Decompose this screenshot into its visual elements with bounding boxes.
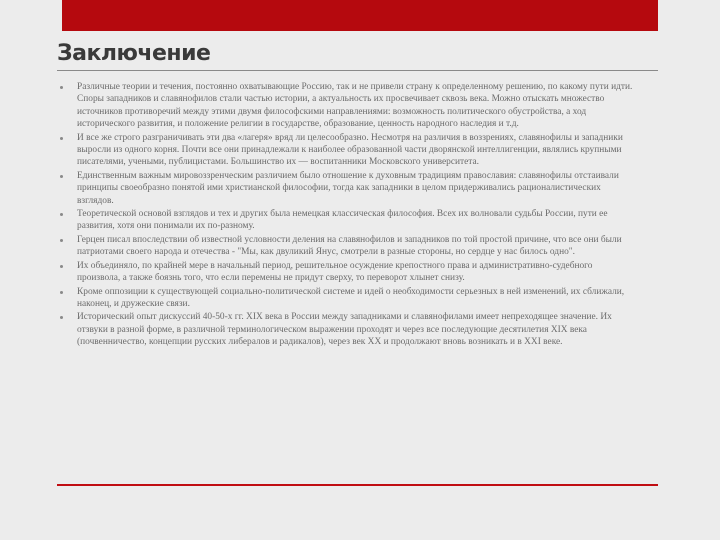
bullet-text: Их объединяло, по крайней мере в начальный период, решительное осуждение крепостного права и административно-судебного произвола, а также боязнь того, что если перемены не придут сверху, то переворот хлынет снизу. — [77, 260, 593, 284]
bullet-text: Теоретической основой взглядов и тех и других была немецкая классическая философия. Всех их волновали судьбы России, пути ее развития, хотя они понимали их по-разному. — [77, 209, 608, 232]
bullet-dot-icon — [60, 316, 63, 319]
bullet-item — [57, 81, 637, 131]
bullet-text: Исторический опыт дискуссий 40-50-х гг. XIX века в России между западниками и славянофилами имеет непреходящее значение. Их отзвуки в разной форме, в различной терминологическом выражении проходят и через все последующие десятилетия XIX века (почвенничество, концепции русских либералов и радикалов), через век XX и продолжают вновь возникать и в XXI веке. — [77, 312, 612, 348]
bullet-text: Единственным важным мировоззренческим различием было отношение к духовным традициям православия: славянофилы отстаивали принципы своеобразно понятой ими христианской философии, тогда как западники в целом придерживались рационалистических взглядов. — [77, 170, 619, 206]
bullet-list — [57, 81, 637, 350]
bullet-dot-icon — [60, 86, 63, 89]
bullet-item — [57, 170, 637, 207]
bullet-dot-icon — [60, 175, 63, 178]
bullet-item — [57, 286, 637, 311]
bullet-item — [57, 260, 637, 285]
bullet-text: Различные теории и течения, постоянно охватывающие Россию, так и не привели страну к определенному решению, по какому пути идти. Споры западников и славянофилов стали частью истории, а актуальность их просвечивает сквозь века. Можно отыскать множество источников противоречий между этими двумя философскими направлениями: возможность политического обустройства, а ход исторического развития, и положение религии в государстве, образование, ценность народного наследия и т.д. — [77, 82, 633, 130]
slide-title: Заключение — [57, 41, 211, 66]
bullet-text: Кроме оппозиции к существующей социально-политической системе и идей о необходимости серьезных в ней изменений, их сближали, наконец, и дружеские связи. — [77, 286, 625, 309]
footer-accent-line — [57, 484, 658, 486]
bullet-dot-icon — [60, 239, 63, 242]
bullet-dot-icon — [60, 291, 63, 294]
bullet-item — [57, 311, 637, 348]
bullet-text: Герцен писал впоследствии об известной условности деления на славянофилов и западников по той простой причине, что все они были патриотами своего народа и отечества - "Мы, как двуликий Янус, смотрели в разные стороны, но сердце у нас билось одно". — [77, 234, 622, 258]
bullet-item — [57, 132, 637, 169]
bullet-dot-icon — [60, 265, 63, 268]
header-accent-bar — [62, 0, 658, 31]
bullet-text: И все же строго разграничивать эти два «лагеря» вряд ли целесообразно. Несмотря на различия в воззрениях, славянофилы и западники выросли из одного корня. Почти все они принадлежали к наиболее образованной части дворянской интеллигенции, являлись крупными писателями, учеными, публицистами. Большинство их — воспитанники Московского университета. — [77, 132, 623, 168]
bullet-item — [57, 234, 637, 259]
title-divider — [57, 70, 658, 71]
bullet-dot-icon — [60, 213, 63, 216]
bullet-dot-icon — [60, 137, 63, 140]
bullet-item — [57, 208, 637, 233]
